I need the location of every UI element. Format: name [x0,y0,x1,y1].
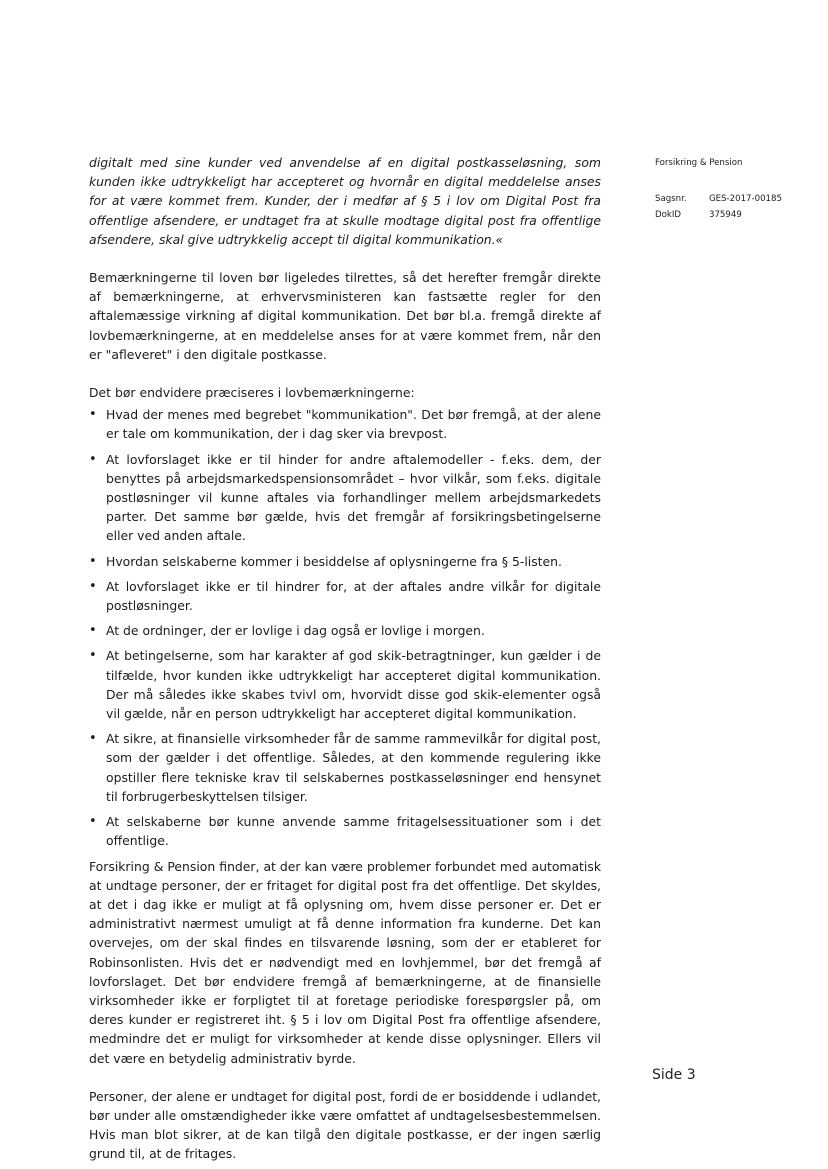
quoted-proposal-text: digitalt med sine kunder ved anvendelse af en digital postkasseløsning, som kunden ikke udtrykkeligt har accepteret og hvornår en digital meddelelse anses for at være kommet frem. Kunder, der i medfør af § 5 i lov om Digital Post fra offentlige afsendere, er undtaget fra at skulle modtage digital post fra offentlige afsendere, skal give udtrykkelig accept til digital kommunikation.« [89,155,601,247]
paragraph-abroad: Personer, der alene er undtaget for digital post, fordi de er bosiddende i udlandet, bør under alle omstændigheder ikke være omfattet af undtagelsesbestemmelsen. Hvis man blot sikrer, at de kan tilgå den digitale postkasse, er der ingen særlig grund til, at de fritages. [89,1088,601,1162]
sender-organization: Forsikring & Pension [655,158,743,168]
list-item: • At lovforslaget ikke er til hindrer for, at der aftales andre vilkår for digitale postløsninger. [89,577,601,615]
letter-body [89,153,601,1164]
page-number: Side 3 [652,1067,696,1083]
document-metadata [655,192,782,223]
list-item: • Hvordan selskaberne kommer i besiddelse af oplysningerne fra § 5-listen. [89,552,601,571]
paragraph-exemption: Forsikring & Pension finder, at der kan være problemer forbundet med automatisk at undtage personer, der er fritaget for digital post fra det offentlige. Det skyldes, at det i dag ikke er muligt at få oplysning om, hvem disse personer er. Det er administrativt nærmest umuligt at få denne information fra kunderne. Det kan overvejes, om der skal findes en tilsvarende løsning, som der er etableret for Robinsonlisten. Hvis det er nødvendigt med en lovhjemmel, bør det fremgå af lovforslaget. Det bør endvidere fremgå af bemærkningerne, at de finansielle virksomheder ikke er forpligtet til at foretage periodiske forespørgsler på, om deres kunder er registreret iht. § 5 i lov om Digital Post fra offentlige afsendere, medmindre det er muligt for virksomheder at kende disse oplysninger. Ellers vil det være en betydelig administrativ byrde. [89,858,601,1066]
case-number-label: Sagsnr. [655,194,687,204]
list-item: • At betingelserne, som har karakter af god skik-betragtninger, kun gælder i de tilfælde, hvor kunden ikke udtrykkeligt har accepteret digital kommunikation. Der må således ikke skabes tvivl om, hvorvidt disse god skik-elementer også vil gælde, når en person udtrykkeligt har accepteret digital kommunikation. [89,646,601,723]
list-item: • At sikre, at finansielle virksomheder får de samme rammevilkår for digital post, som der gælder i det offentlige. Således, at den kommende regulering ikke opstiller flere tekniske krav til selskabernes postkasseløsninger end hensynet til forbrugerbeskyttelsen tilsiger. [89,729,601,806]
doc-id-label: DokID [655,209,682,220]
clarification-list [89,405,601,850]
paragraph-remarks: Bemærkningerne til loven bør ligeledes tilrettes, så det herefter fremgår direkte af bemærkningerne, at erhvervsministeren kan fastsætte regler for den aftalemæssige virkning af digital kommunikation. Det bør bl.a. fremgå direkte af lovbemærkningerne, at en meddelelse anses for at være kommet frem, når den er "afleveret" i den digitale postkasse. [89,270,601,362]
doc-id-value: 375949 [709,209,742,220]
doc-id-row [655,208,782,224]
list-item: • At lovforslaget ikke er til hinder for andre aftalemodeller - f.eks. dem, der benyttes på arbejdsmarkedspensionsområdet – hvor vilkår, som f.eks. digitale postløsninger vil kunne aftales via forhandlinger mellem arbejdsmarkedets parter. Det samme bør gælde, hvis det fremgår af forsikringsbetingelserne eller ved anden aftale. [89,450,601,546]
list-item: • At selskaberne bør kunne anvende samme fritagelsessituationer som i det offentlige. [89,812,601,850]
case-number-row [655,192,782,208]
list-item: • Hvad der menes med begrebet "kommunikation". Det bør fremgå, at der alene er tale om kommunikation, der i dag sker via brevpost. [89,405,601,443]
list-intro: Det bør endvidere præciseres i lovbemærkningerne: [89,385,415,401]
list-item: • At de ordninger, der er lovlige i dag også er lovlige i morgen. [89,621,601,640]
case-number-value: GES-2017-00185 [709,194,782,204]
